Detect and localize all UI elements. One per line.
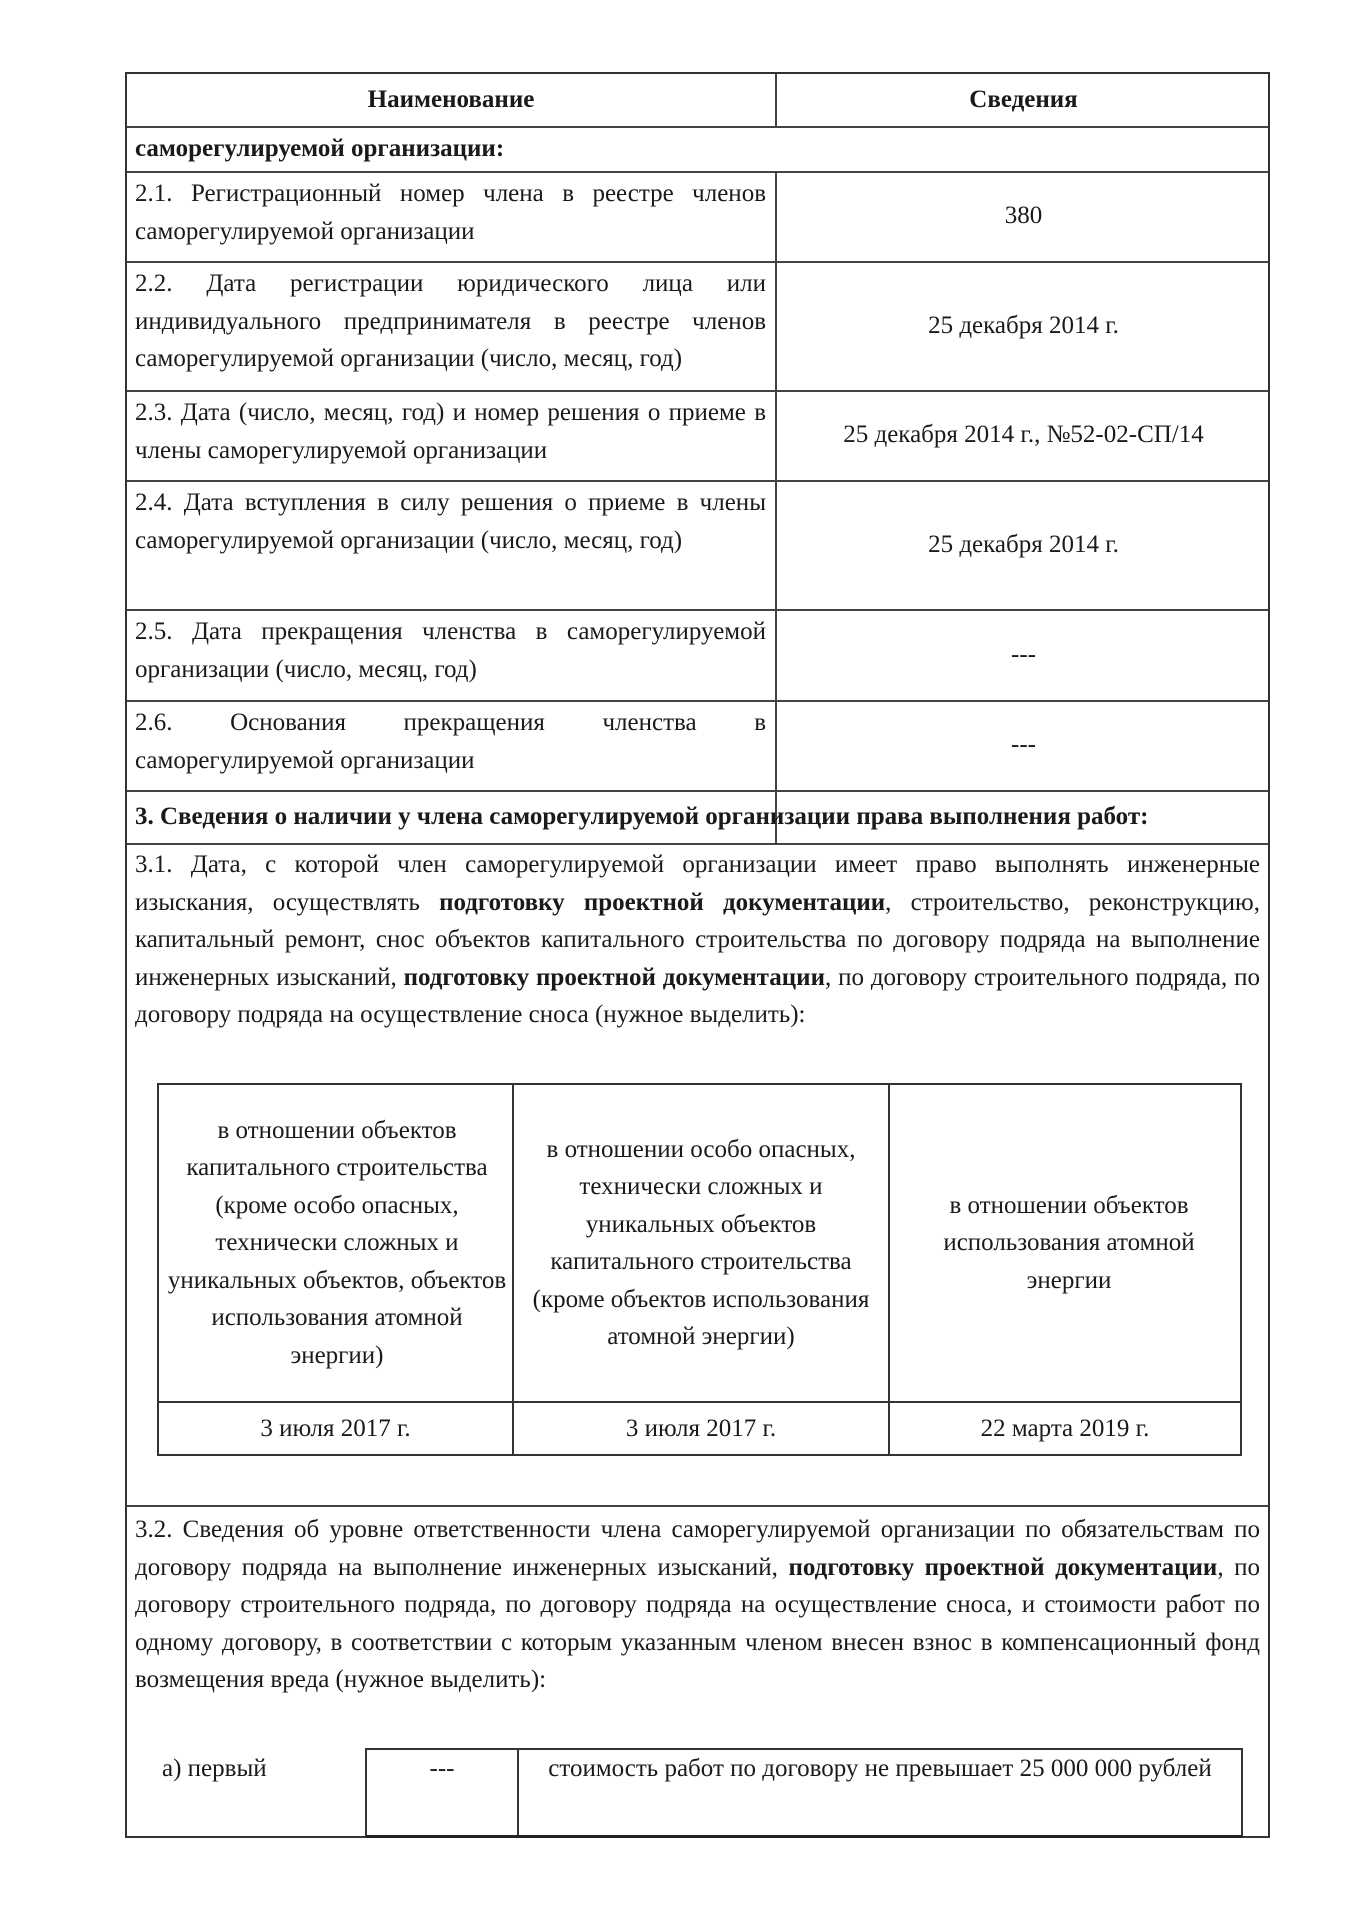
row-2-3-name: 2.3. Дата (число, месяц, год) и номер решения о приеме в члены саморегулируемой организации: [135, 399, 766, 464]
column-divider: [512, 1085, 514, 1454]
row-2-1-value: 380: [1004, 202, 1043, 230]
column-divider: [888, 1085, 890, 1454]
row-2-2-name: 2.2. Дата регистрации юридического лица или индивидуального предпринимателя в реестре членов саморегулируемой организации (число, месяц, год): [135, 270, 766, 372]
row-2-6-value: ---: [1011, 731, 1036, 759]
item-3-1-bold-highlight: подготовку проектной документации: [439, 888, 886, 916]
level-a-description: стоимость работ по договору не превышает 25 000 000 рублей: [548, 1755, 1212, 1782]
row-2-4-name: 2.4. Дата вступления в силу решения о приеме в члены саморегулируемой организации (число, месяц, год): [135, 489, 766, 554]
liability-level-table: [365, 1748, 1243, 1838]
row-2-3-value: 25 декабря 2014 г., №52-02-СП/14: [843, 421, 1204, 449]
row-2-6-word: Основания: [230, 709, 346, 736]
item-3-1-bold-highlight: подготовку проектной документации: [403, 963, 825, 991]
row-2-5-name: 2.5. Дата прекращения членства в саморегулируемой организации (число, месяц, год): [135, 618, 766, 683]
row-2-6-word: 2.6.: [135, 709, 173, 736]
item-3-1-text: [127, 846, 1268, 1034]
row-divider: [127, 843, 1268, 845]
level-a-mark: ---: [429, 1755, 455, 1782]
item-3-2-text-part: , по договору строительного подряда, по договору подряда на осуществление сноса, и стоимости работ по одному договору, в соответствии с которым указанным членом внесен взнос в компенсационный фонд возмещения вреда (нужное выделить):: [135, 1553, 1261, 1693]
header-value: Сведения: [969, 86, 1078, 114]
date-nuclear-objects: 22 марта 2019 г.: [980, 1414, 1150, 1442]
row-2-6-name-line2: саморегулируемой организации: [135, 746, 475, 774]
row-2-4-value: 25 декабря 2014 г.: [928, 530, 1119, 558]
column-divider: [517, 1750, 519, 1835]
row-2-6-word: в: [754, 709, 766, 736]
level-a-label: а) первый: [162, 1755, 267, 1782]
item-3-1-text-part: , строительство, реконструкцию, капитальный ремонт, снос объектов капитального строительства по договору подряда на выполнение инженерных изысканий,: [135, 888, 1260, 991]
item-3-2-bold-highlight: подготовку проектной документации: [788, 1553, 1218, 1581]
item-3-2-text: [127, 1511, 1268, 1699]
date-hazardous-objects: 3 июля 2017 г.: [625, 1414, 777, 1442]
row-2-6-name: [127, 704, 775, 790]
date-standard-objects: 3 июля 2017 г.: [260, 1414, 411, 1442]
category-standard-objects: в отношении объектов капитального строительства (кроме особо опасных, технически сложных и уникальных объектов, объектов использования атомной энергии): [167, 1116, 507, 1369]
row-2-6-word: прекращения: [403, 709, 545, 736]
membership-info-table: [125, 72, 1270, 1838]
item-3-1-text-part: 3.1. Дата, с которой член саморегулируемой организации имеет право выполнять инженерные изыскания, осуществлять: [135, 851, 1260, 916]
row-2-5-value: ---: [1011, 640, 1036, 668]
category-nuclear-objects: в отношении объектов использования атомной энергии: [943, 1191, 1195, 1294]
row-2-1-name: 2.1. Регистрационный номер члена в реестре членов саморегулируемой организации: [135, 180, 766, 245]
category-hazardous-objects: в отношении особо опасных, технически сложных и уникальных объектов капитального строительства (кроме объектов использования атомной энергии): [532, 1135, 870, 1350]
row-2-6-word: членства: [602, 709, 697, 736]
section-3-title: 3. Сведения о наличии у члена саморегулируемой организации права выполнения работ:: [135, 802, 1149, 830]
row-2-2-value: 25 декабря 2014 г.: [928, 311, 1119, 339]
section-2-continuation: саморегулируемой организации:: [135, 134, 505, 162]
header-name: Наименование: [367, 86, 535, 114]
row-divider: [127, 1505, 1268, 1507]
item-3-1-text-part: , по договору строительного подряда, по договору подряда на осуществление сноса (нужное выделить):: [135, 963, 1260, 1028]
work-rights-dates-table: [157, 1083, 1242, 1456]
item-3-2-text-part: 3.2. Сведения об уровне ответственности члена саморегулируемой организации по обязательствам по договору подряда на выполнение инженерных изысканий,: [135, 1516, 1260, 1581]
